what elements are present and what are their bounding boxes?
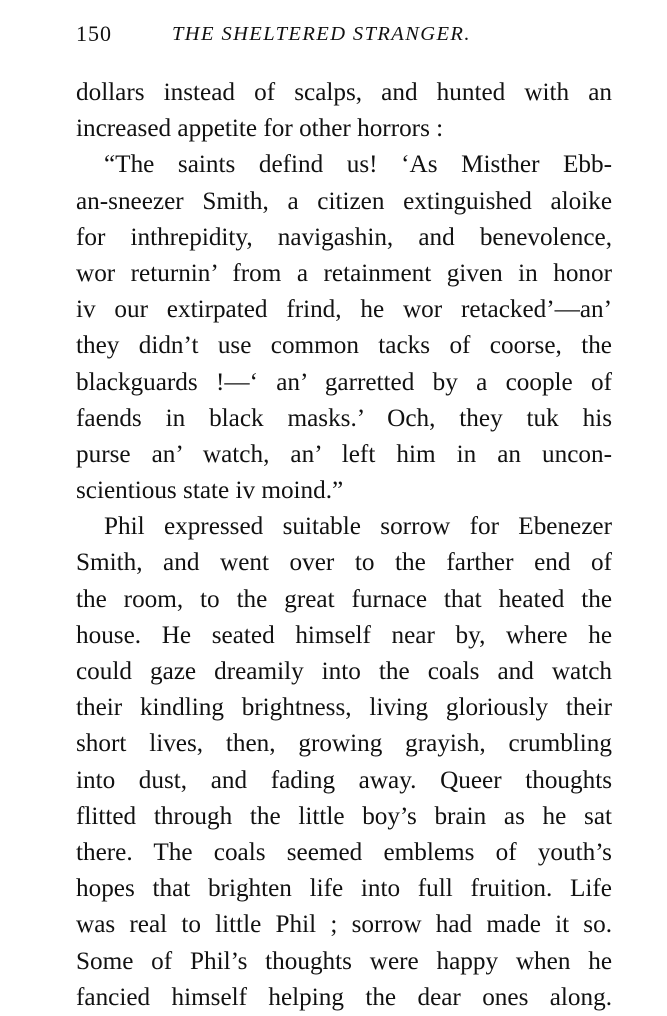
text-line: into dust, and fading away. Queer thoughts <box>76 766 612 794</box>
text-line: for inthrepidity, navigashin, and benevolence, <box>76 223 612 251</box>
text-line: flitted through the little boy’s brain as he sat <box>76 802 612 830</box>
text-line: dollars instead of scalps, and hunted with an <box>76 79 612 106</box>
text-line: their kindling brightness, living gloriously their <box>76 694 612 722</box>
text-line: hopes that brighten life into full fruition. Life <box>76 875 612 903</box>
text-line: increased appetite for other horrors : <box>76 115 444 143</box>
text-line: wor returnin’ from a retainment given in honor <box>76 259 612 287</box>
page-number: 150 <box>76 21 112 46</box>
text-line: they didn’t use common tacks of coorse, the <box>76 332 612 360</box>
body-text <box>76 75 612 1016</box>
text-line: Some of Phil’s thoughts were happy when he <box>76 947 612 975</box>
text-line: short lives, then, growing grayish, crumbling <box>76 730 612 758</box>
text-line: iv our extirpated frind, he wor retacked’—an’ <box>76 296 612 324</box>
text-line: “The saints defind us! ‘As Misther Ebb- <box>104 151 612 179</box>
text-line: could gaze dreamily into the coals and watch <box>76 658 612 685</box>
text-line: purse an’ watch, an’ left him in an uncon- <box>76 440 612 468</box>
book-page <box>76 14 612 1016</box>
text-line: the room, to the great furnace that heated the <box>76 585 612 613</box>
text-line: faends in black masks.’ Och, they tuk his <box>76 404 612 432</box>
text-line: there. The coals seemed emblems of youth’s <box>76 838 612 866</box>
text-line: house. He seated himself near by, where he <box>76 621 612 649</box>
text-line: blackguards !—‘ an’ garretted by a coople of <box>76 368 612 396</box>
running-title: THE SHELTERED STRANGER. <box>172 23 471 45</box>
text-line: was real to little Phil ; sorrow had made it so. <box>76 911 612 939</box>
text-line: Smith, and went over to the farther end of <box>76 549 612 577</box>
text-line: an-sneezer Smith, a citizen extinguished aloike <box>76 187 612 215</box>
running-head <box>76 14 612 54</box>
text-line: scientious state iv moind.” <box>76 477 344 505</box>
text-line: fancied himself helping the dear ones along. <box>76 983 612 1011</box>
text-line: Phil expressed suitable sorrow for Ebenezer <box>104 513 612 541</box>
